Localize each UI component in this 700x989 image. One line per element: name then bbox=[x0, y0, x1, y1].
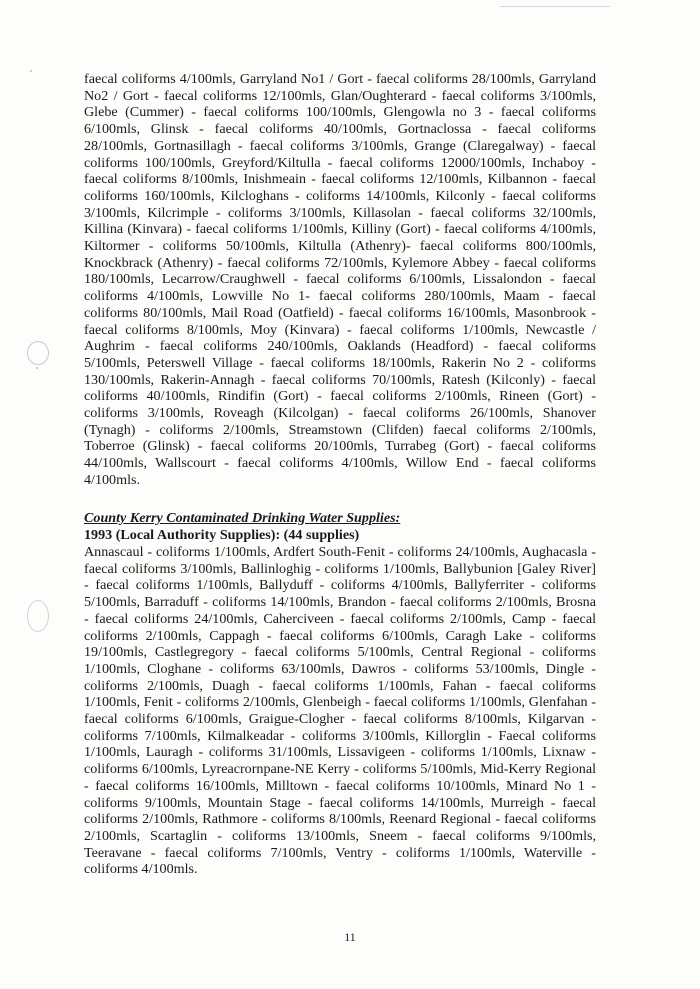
section-heading: County Kerry Contaminated Drinking Water Supplies: bbox=[84, 510, 401, 526]
section-subheading: 1993 (Local Authority Supplies): (44 supplies) bbox=[84, 527, 360, 543]
galway-supplies-paragraph: faecal coliforms 4/100mls, Garryland No1 / Gort - faecal coliforms 28/100mls, Garryland No2 / Gort - faecal coliforms 12/100mls, Glan/Oughterard - faecal coliforms 3/100mls, Glebe (Cummer) - faecal coliforms 100/100mls, Glengowla no 3 - faecal coliforms 6/100mls, Glinsk - faecal coliforms 40/100mls, Gortnaclossa - faecal coliforms 28/100mls, Gortnasillagh - faecal coliforms 3/100mls, Grange (Claregalway) - faecal coliforms 100/100mls, Greyford/Kiltulla - faecal coliforms 12000/100mls, Inchaboy - faecal coliforms 8/100mls, Inishmeain - faecal coliforms 12/100mls, Kilbannon - faecal coliforms 160/100mls, Kilcloghans - coliforms 14/100mls, Kilconly - faecal coliforms 3/100mls, Kilcrimple - coliforms 3/100mls, Killasolan - faecal coliforms 32/100mls, Killina (Kinvara) - faecal coliforms 1/100mls, Killiny (Gort) - faecal coliforms 4/100mls, Kiltormer - coliforms 50/100mls, Kiltulla (Athenry)- faecal coliforms 800/100mls, Knockbrack (Athenry) - faecal coliforms 72/100mls, Kylemore Abbey - faecal coliforms 180/100mls, Lecarrow/Craughwell - faecal coliforms 6/100mls, Lissalondon - faecal coliforms 4/100mls, Lowville No 1- faecal coliforms 280/100mls, Maam - faecal coliforms 80/100mls, Mail Road (Oatfield) - faecal coliforms 16/100mls, Masonbrook - faecal coliforms 8/100mls, Moy (Kinvara) - faecal coliforms 1/100mls, Newcastle / Aughrim - faecal coliforms 240/100mls, Oaklands (Headford) - faecal coliforms 5/100mls, Peterswell Village - faecal coliforms 18/100mls, Rakerin No 2 - coliforms 130/100mls, Rakerin-Annagh - faecal coliforms 70/100mls, Ratesh (Kilconly) - faecal coliforms 40/100mls, Rindifin (Gort) - faecal coliforms 2/100mls, Rineen (Gort) - coliforms 3/100mls, Roveagh (Kilcolgan) - faecal coliforms 26/100mls, Shanover (Tynagh) - coliforms 2/100mls, Streamstown (Clifden) faecal coliforms 2/100mls, Toberroe (Glinsk) - faecal coliforms 20/100mls, Turrabeg (Gort) - faecal coliforms 44/100mls, Wallscourt - faecal coliforms 4/100mls, Willow End - faecal coliforms 4/100mls. bbox=[84, 71, 596, 488]
kerry-supplies-paragraph: Annascaul - coliforms 1/100mls, Ardfert South-Fenit - coliforms 24/100mls, Aughacasla - faecal coliforms 3/100mls, Ballinloghig - coliforms 1/100mls, Ballybunion [Galey River] - faecal coliforms 1/100mls, Ballyduff - coliforms 4/100mls, Ballyferriter - coliforms 5/100mls, Barraduff - coliforms 14/100mls, Brandon - faecal coliforms 2/100mls, Brosna - faecal coliforms 24/100mls, Caherciveen - faecal coliforms 2/100mls, Camp - faecal coliforms 2/100mls, Cappagh - faecal coliforms 6/100mls, Caragh Lake - coliforms 19/100mls, Castlegregory - faecal coliforms 5/100mls, Central Regional - coliforms 1/100mls, Cloghane - coliforms 63/100mls, Dawros - coliforms 53/100mls, Dingle - coliforms 2/100mls, Duagh - faecal coliforms 1/100mls, Fahan - faecal coliforms 1/100mls, Fenit - coliforms 2/100mls, Glenbeigh - faecal coliforms 1/100mls, Glenfahan - faecal coliforms 6/100mls, Graigue-Clogher - faecal coliforms 8/100mls, Kilgarvan - coliforms 7/100mls, Kilmalkeadar - coliforms 3/100mls, Killorglin - Faecal coliforms 1/100mls, Lauragh - coliforms 31/100mls, Lissavigeen - coliforms 1/100mls, Lixnaw - coliforms 6/100mls, Lyreacrornpane-NE Kerry - coliforms 5/100mls, Mid-Kerry Regional - faecal coliforms 16/100mls, Milltown - faecal coliforms 10/100mls, Minard No 1 - coliforms 9/100mls, Mountain Stage - faecal coliforms 14/100mls, Murreigh - faecal coliforms 2/100mls, Rathmore - coliforms 8/100mls, Reenard Regional - faecal coliforms 2/100mls, Scartaglin - coliforms 13/100mls, Sneem - faecal coliforms 9/100mls, Teeravane - faecal coliforms 7/100mls, Ventry - coliforms 1/100mls, Waterville - coliforms 4/100mls. bbox=[84, 544, 596, 878]
page-number: 11 bbox=[344, 930, 356, 944]
punch-hole bbox=[27, 341, 49, 365]
scan-edge-mark bbox=[500, 6, 610, 7]
punch-hole bbox=[27, 600, 49, 632]
scan-speck bbox=[30, 70, 32, 72]
scan-speck bbox=[36, 367, 38, 369]
